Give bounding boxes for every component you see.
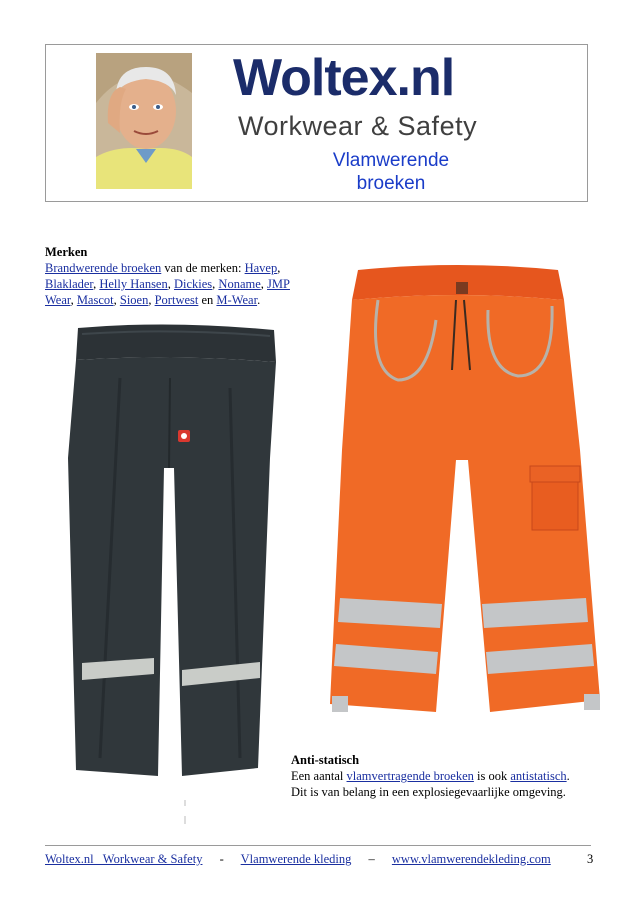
vlamvertragende-broeken-link[interactable]: vlamvertragende broeken [346, 769, 474, 783]
footer-separator: - [219, 852, 224, 866]
merken-heading: Merken [45, 245, 88, 259]
brand-link-jmp-wear[interactable]: JMP Wear [45, 277, 290, 307]
brand-link-havep[interactable]: Havep [244, 261, 278, 275]
antistatisch-link[interactable]: antistatisch [510, 769, 567, 783]
comma: , [70, 293, 77, 307]
anti-statisch-line-2: Dit is van belang in een explosiegevaarlijke omgeving. [291, 785, 566, 799]
merken-section [45, 244, 310, 308]
merken-paragraph [45, 260, 310, 308]
brand-link-noname[interactable]: Noname [218, 277, 261, 291]
comma: , [93, 277, 100, 291]
merken-text: van de merken: [161, 261, 245, 275]
footer-link-vlamwerende-kleding[interactable]: Vlamwerende kleding [240, 852, 352, 866]
brand-link-blaklader[interactable]: Blaklader [45, 277, 94, 291]
footer-separator: – [368, 852, 375, 866]
brand-link-sioen[interactable]: Sioen [119, 293, 149, 307]
man-portrait-photo [96, 53, 192, 189]
comma: , [277, 261, 281, 275]
brand-link-dickies[interactable]: Dickies [173, 277, 213, 291]
page-title [316, 149, 466, 195]
brand-link-portwest[interactable]: Portwest [154, 293, 199, 307]
anti-text-2: is ook [473, 769, 511, 783]
brand-link-m-wear[interactable]: M-Wear [216, 293, 258, 307]
brand-link-helly-hansen[interactable]: Helly Hansen [99, 277, 168, 291]
footer-link-website[interactable]: www.vlamwerendekleding.com [391, 852, 551, 866]
comma: , [167, 277, 174, 291]
page-title-line-2: broeken [356, 173, 426, 194]
comma: , [260, 277, 268, 291]
logo-title: Woltex.nl [233, 49, 455, 107]
brand-link-mascot[interactable]: Mascot [76, 293, 114, 307]
header-box [45, 44, 588, 202]
logo-subtitle: Workwear & Safety [238, 111, 478, 141]
period: . [257, 293, 261, 307]
comma: , [113, 293, 120, 307]
anti-statisch-heading: Anti-statisch [291, 753, 360, 767]
page-title-line-1: Vlamwerende [332, 150, 450, 171]
orange-hivis-trousers-photo [318, 260, 606, 740]
footer-divider [45, 845, 591, 846]
comma: , [148, 293, 155, 307]
anti-text-3: . [566, 769, 570, 783]
page-number: 3 [587, 852, 594, 866]
anti-text-1: Een aantal [291, 769, 347, 783]
and-text: en [198, 293, 217, 307]
brandwerende-broeken-link[interactable]: Brandwerende broeken [45, 261, 162, 275]
footer-link-woltex[interactable]: Woltex.nl Workwear & Safety [45, 852, 203, 866]
footer [45, 851, 595, 867]
comma: , [212, 277, 219, 291]
black-trousers-photo [60, 318, 285, 818]
divider-mark [184, 800, 186, 824]
anti-statisch-line-1 [291, 768, 591, 784]
anti-statisch-section [291, 752, 591, 800]
